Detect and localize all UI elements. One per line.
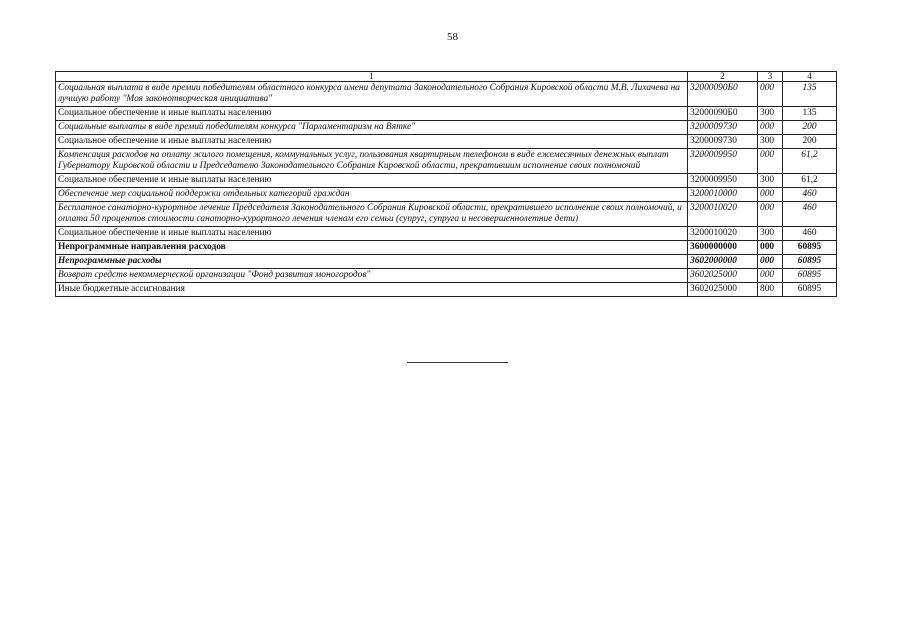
header-col-2: 2	[688, 72, 758, 82]
table-row	[56, 149, 837, 174]
table-row	[56, 121, 837, 135]
row-target-code: 3602025000	[688, 283, 758, 297]
row-expense-type: 800	[758, 283, 783, 297]
header-col-3: 3	[758, 72, 783, 82]
row-description: Социальное обеспечение и иные выплаты населению	[56, 174, 688, 188]
table-row	[56, 283, 837, 297]
row-description: Социальное обеспечение и иные выплаты населению	[56, 107, 688, 121]
row-amount: 135	[783, 107, 837, 121]
row-description: Возврат средств некоммерческой организации "Фонд развития моногородов"	[56, 269, 688, 283]
table-row	[56, 107, 837, 121]
row-target-code: 3200010020	[688, 227, 758, 241]
row-target-code: 32000090Б0	[688, 82, 758, 107]
page-number: 58	[447, 31, 458, 43]
row-expense-type: 000	[758, 121, 783, 135]
header-col-4: 4	[783, 72, 837, 82]
table-header-row	[56, 72, 837, 82]
row-description: Бесплатное санаторно-курортное лечение Председателя Законодательного Собрания Кировской области, прекратившего исполнение своих полномочий, и оплата 50 процентов стоимости санаторно-курортного лечения членам его семьи (супруг, супруга и несовершеннолетние дети)	[56, 202, 688, 227]
row-amount: 60895	[783, 241, 837, 255]
row-amount: 61,2	[783, 174, 837, 188]
row-expense-type: 000	[758, 188, 783, 202]
table-row	[56, 174, 837, 188]
row-expense-type: 000	[758, 241, 783, 255]
row-target-code: 3200010000	[688, 188, 758, 202]
row-target-code: 3200009950	[688, 149, 758, 174]
row-expense-type: 000	[758, 202, 783, 227]
table-row	[56, 227, 837, 241]
row-description: Социальное обеспечение и иные выплаты населению	[56, 227, 688, 241]
row-description: Социальное обеспечение и иные выплаты населению	[56, 135, 688, 149]
table-row	[56, 202, 837, 227]
row-amount: 200	[783, 121, 837, 135]
row-description: Социальные выплаты в виде премий победителям конкурса "Парламентаризм на Вятке"	[56, 121, 688, 135]
table-row	[56, 241, 837, 255]
table-row	[56, 135, 837, 149]
row-amount: 135	[783, 82, 837, 107]
row-description: Непрограммные направления расходов	[56, 241, 688, 255]
row-target-code: 3200009730	[688, 121, 758, 135]
row-description: Социальная выплата в виде премии победителям областного конкурса имени депутата Законодательного Собрания Кировской области М.В. Лихачева на лучшую работу "Моя законотворческая инициатива"	[56, 82, 688, 107]
row-target-code: 3602000000	[688, 255, 758, 269]
row-description: Обеспечение мер социальной поддержки отдельных категорий граждан	[56, 188, 688, 202]
budget-table	[55, 71, 837, 297]
row-expense-type: 000	[758, 269, 783, 283]
footer-divider	[407, 362, 508, 363]
row-expense-type: 300	[758, 135, 783, 149]
table-row	[56, 255, 837, 269]
row-expense-type: 000	[758, 255, 783, 269]
row-amount: 60895	[783, 255, 837, 269]
row-target-code: 3200009730	[688, 135, 758, 149]
row-description: Компенсация расходов на оплату жилого помещения, коммунальных услуг, пользования квартирным телефоном в виде ежемесячных денежных выплат Губернатору Кировской области и Председателю Законодательного Собрания Кировской области, прекратившим исполнение своих полномочий	[56, 149, 688, 174]
row-expense-type: 300	[758, 227, 783, 241]
row-amount: 60895	[783, 269, 837, 283]
row-target-code: 3200009950	[688, 174, 758, 188]
row-expense-type: 300	[758, 107, 783, 121]
row-amount: 200	[783, 135, 837, 149]
row-amount: 61,2	[783, 149, 837, 174]
table-row	[56, 188, 837, 202]
table-row	[56, 269, 837, 283]
row-description: Непрограммные расходы	[56, 255, 688, 269]
header-col-1: 1	[56, 72, 688, 82]
table-row	[56, 82, 837, 107]
row-target-code: 3602025000	[688, 269, 758, 283]
row-amount: 460	[783, 188, 837, 202]
row-amount: 60895	[783, 283, 837, 297]
row-amount: 460	[783, 202, 837, 227]
row-target-code: 32000090Б0	[688, 107, 758, 121]
row-target-code: 3600000000	[688, 241, 758, 255]
row-target-code: 3200010020	[688, 202, 758, 227]
row-amount: 460	[783, 227, 837, 241]
row-expense-type: 300	[758, 174, 783, 188]
row-expense-type: 000	[758, 82, 783, 107]
row-description: Иные бюджетные ассигнования	[56, 283, 688, 297]
row-expense-type: 000	[758, 149, 783, 174]
